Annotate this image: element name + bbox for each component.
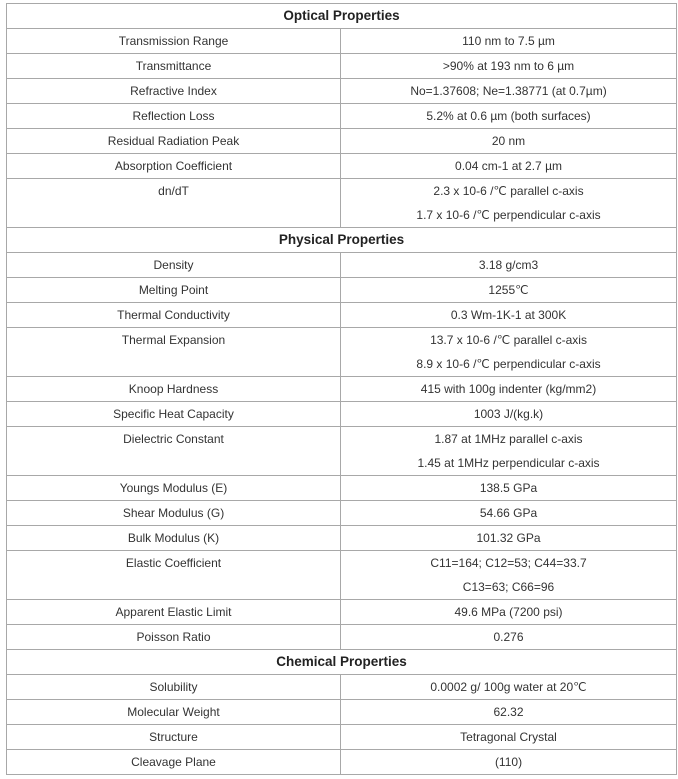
section-header-row [7,4,677,29]
property-label-elastic-coefficient: Elastic Coefficient [7,551,341,600]
table-row [7,154,677,179]
table-row [7,501,677,526]
table-row [7,79,677,104]
property-value-cell: Tetragonal Crystal [341,725,677,750]
property-value-cell: 110 nm to 7.5 µm [341,29,677,54]
section-header-row [7,650,677,675]
property-label-shear-modulus-g: Shear Modulus (G) [7,501,341,526]
table-row [7,54,677,79]
physical-properties-heading: Physical Properties [7,228,677,253]
table-row [7,476,677,501]
table-row [7,377,677,402]
property-value-cell: 54.66 GPa [341,501,677,526]
table-row [7,104,677,129]
property-value-cell: >90% at 193 nm to 6 µm [341,54,677,79]
property-label-thermal-expansion: Thermal Expansion [7,328,341,377]
optical-properties-heading: Optical Properties [7,4,677,29]
property-label-dielectric-constant: Dielectric Constant [7,427,341,476]
property-value-cell: 0.276 [341,625,677,650]
property-value-cell: 1003 J/(kg.k) [341,402,677,427]
table-row [7,600,677,625]
table-row [7,675,677,700]
property-label-solubility: Solubility [7,675,341,700]
property-value-cell [341,328,677,377]
property-label-melting-point: Melting Point [7,278,341,303]
table-row [7,253,677,278]
table-row [7,526,677,551]
chemical-properties-heading: Chemical Properties [7,650,677,675]
property-label-specific-heat-capacity: Specific Heat Capacity [7,402,341,427]
property-value-cell: 49.6 MPa (7200 psi) [341,600,677,625]
property-value-cell: 62.32 [341,700,677,725]
property-value-cell: 3.18 g/cm3 [341,253,677,278]
property-label-density: Density [7,253,341,278]
table-row [7,328,677,377]
property-label-molecular-weight: Molecular Weight [7,700,341,725]
table-row [7,750,677,775]
properties-table [6,3,677,775]
property-value-cell: (110) [341,750,677,775]
property-label-apparent-elastic-limit: Apparent Elastic Limit [7,600,341,625]
property-label-reflection-loss: Reflection Loss [7,104,341,129]
property-value-cell [341,551,677,600]
property-value-cell [341,179,677,228]
property-value-line: 1.87 at 1MHz parallel c-axis [434,432,583,446]
property-label-absorption-coefficient: Absorption Coefficient [7,154,341,179]
property-value-line: 1.7 x 10-6 /℃ perpendicular c-axis [416,208,601,222]
table-row [7,700,677,725]
property-value-line: C11=164; C12=53; C44=33.7 [430,556,587,570]
property-label-thermal-conductivity: Thermal Conductivity [7,303,341,328]
property-value-cell: 0.3 Wm-1K-1 at 300K [341,303,677,328]
property-label-refractive-index: Refractive Index [7,79,341,104]
property-value-line: C13=63; C66=96 [462,580,555,594]
section-header-row [7,228,677,253]
property-label-transmittance: Transmittance [7,54,341,79]
table-row [7,551,677,600]
property-value-line: 13.7 x 10-6 /℃ parallel c-axis [430,333,587,347]
table-row [7,129,677,154]
property-label-bulk-modulus-k: Bulk Modulus (K) [7,526,341,551]
property-value-cell: 101.32 GPa [341,526,677,551]
property-value-cell: 415 with 100g indenter (kg/mm2) [341,377,677,402]
property-label-residual-radiation-peak: Residual Radiation Peak [7,129,341,154]
table-row [7,179,677,228]
property-value-cell: 5.2% at 0.6 µm (both surfaces) [341,104,677,129]
property-value-cell: 138.5 GPa [341,476,677,501]
property-value-line: 2.3 x 10-6 /℃ parallel c-axis [433,184,584,198]
property-value-cell: No=1.37608; Ne=1.38771 (at 0.7µm) [341,79,677,104]
property-label-knoop-hardness: Knoop Hardness [7,377,341,402]
property-label-youngs-modulus-e: Youngs Modulus (E) [7,476,341,501]
property-label-dn-dt: dn/dT [7,179,341,228]
property-value-line: 1.45 at 1MHz perpendicular c-axis [417,456,600,470]
table-row [7,725,677,750]
table-row [7,29,677,54]
property-label-cleavage-plane: Cleavage Plane [7,750,341,775]
property-label-transmission-range: Transmission Range [7,29,341,54]
property-value-cell: 0.04 cm-1 at 2.7 µm [341,154,677,179]
property-value-cell: 0.0002 g/ 100g water at 20℃ [341,675,677,700]
table-row [7,278,677,303]
property-value-cell: 1255℃ [341,278,677,303]
property-value-line: 8.9 x 10-6 /℃ perpendicular c-axis [416,357,601,371]
property-label-structure: Structure [7,725,341,750]
table-row [7,427,677,476]
property-label-poisson-ratio: Poisson Ratio [7,625,341,650]
table-row [7,303,677,328]
table-row [7,625,677,650]
table-row [7,402,677,427]
property-value-cell [341,427,677,476]
property-value-cell: 20 nm [341,129,677,154]
